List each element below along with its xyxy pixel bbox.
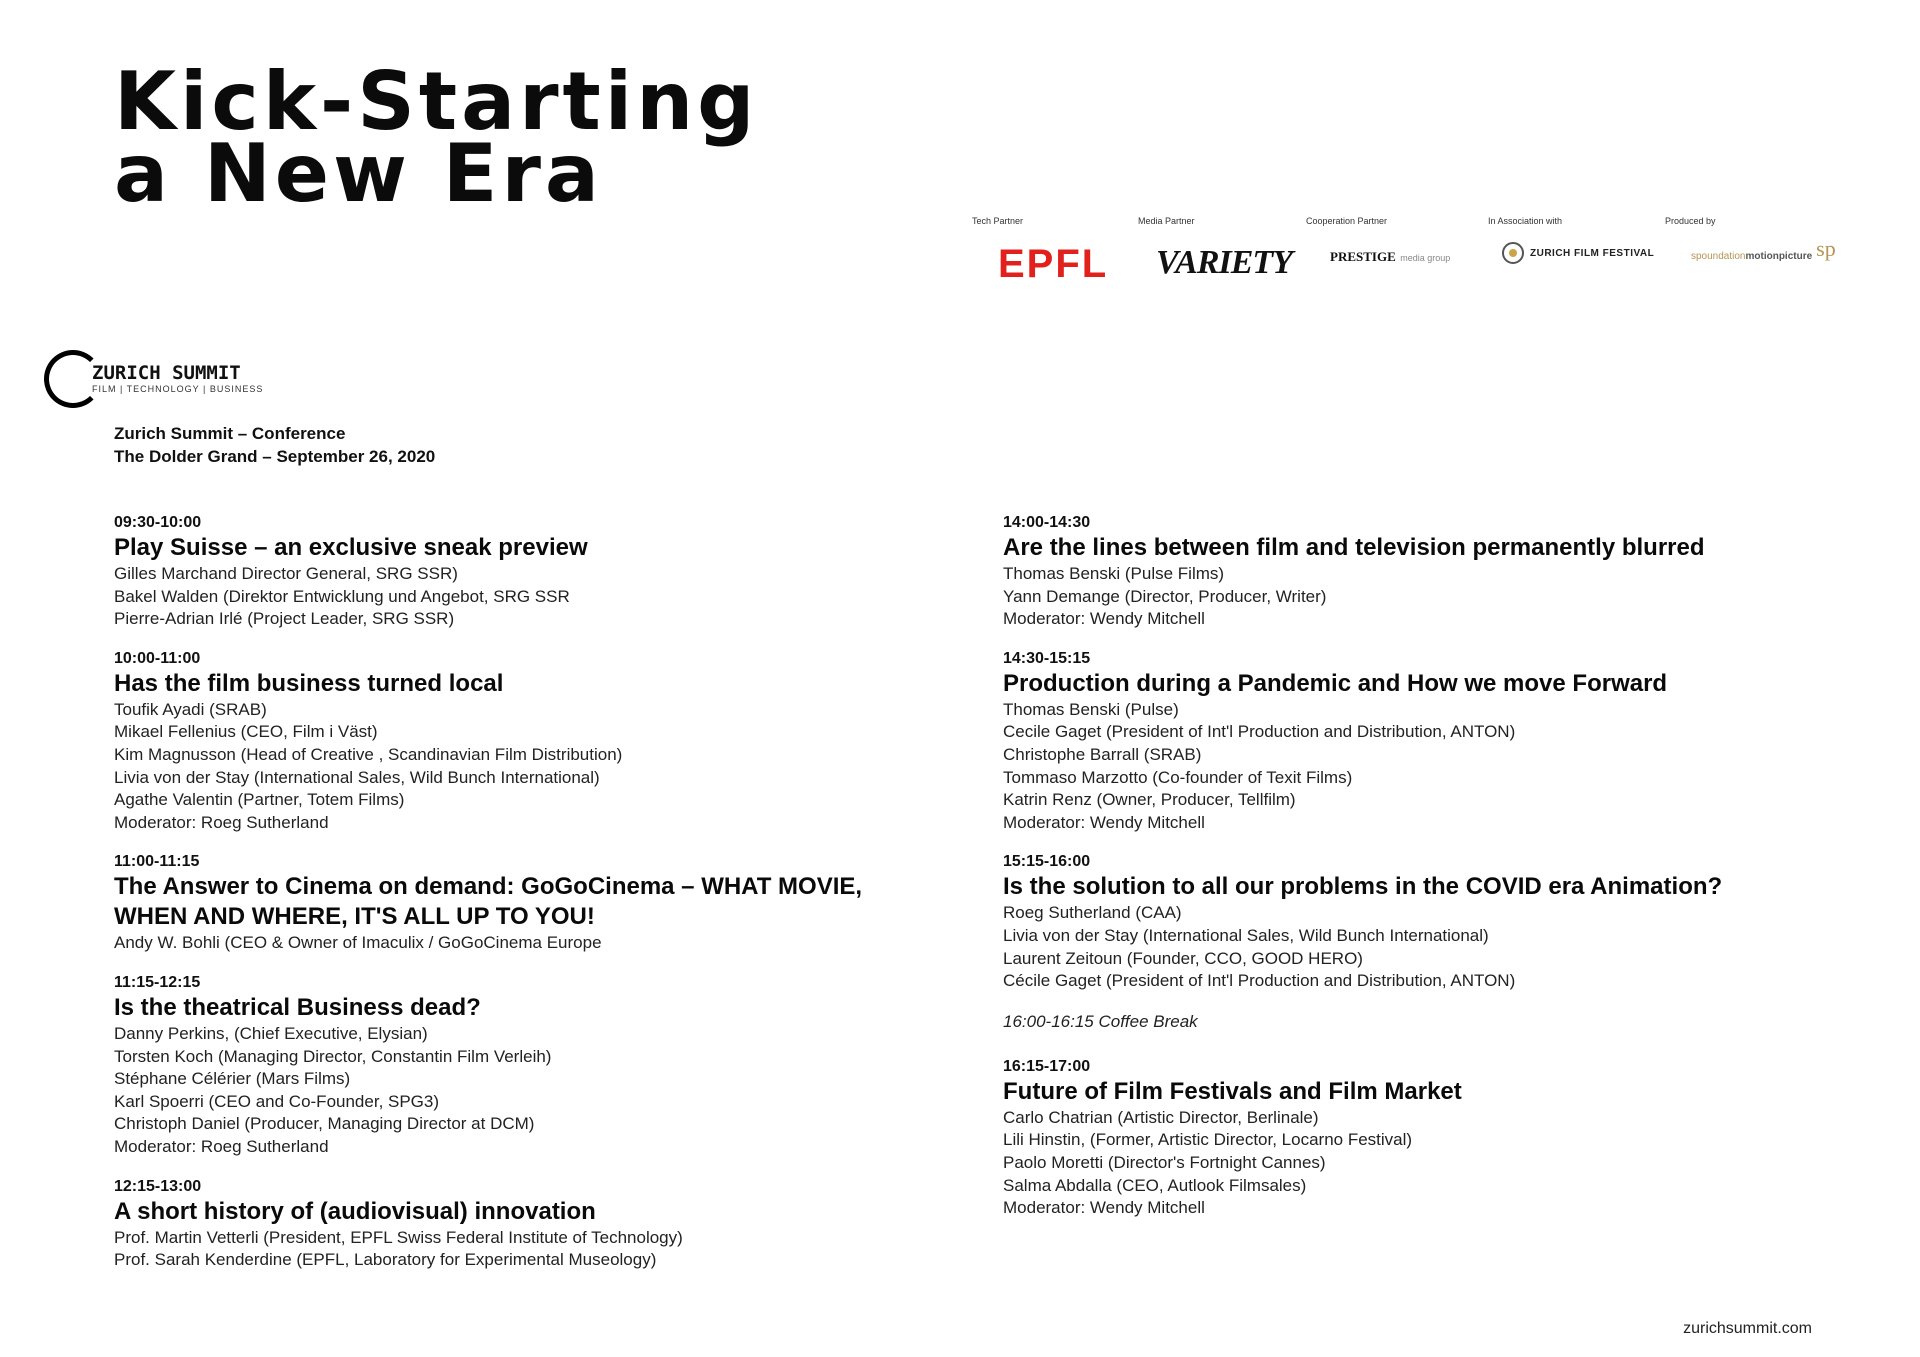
speaker-line: Paolo Moretti (Director's Fortnight Cannes) bbox=[1003, 1152, 1326, 1172]
prestige-logo-name: PRESTIGE bbox=[1330, 249, 1396, 264]
speaker-line: Torsten Koch (Managing Director, Constantin Film Verleih) bbox=[114, 1046, 552, 1066]
partner-label: Produced by bbox=[1665, 216, 1716, 226]
zff-emblem-icon bbox=[1502, 242, 1524, 264]
speaker-line: Carlo Chatrian (Artistic Director, Berlinale) bbox=[1003, 1107, 1319, 1127]
speaker-line: Cecile Gaget (President of Int'l Production and Distribution, ANTON) bbox=[1003, 722, 1516, 742]
session-time: 16:15-17:00 bbox=[1003, 1057, 1091, 1075]
partner-prestige bbox=[1306, 216, 1451, 264]
speaker-line: Laurent Zeitoun (Founder, CCO, GOOD HERO) bbox=[1003, 948, 1363, 968]
epfl-logo: EPFL bbox=[998, 242, 1109, 286]
speaker-line: Livia von der Stay (International Sales, Wild Bunch International) bbox=[114, 767, 600, 787]
speaker-line: Roeg Sutherland (CAA) bbox=[1003, 903, 1182, 923]
session bbox=[114, 513, 904, 631]
speaker-line: Christoph Daniel (Producer, Managing Director at DCM) bbox=[114, 1114, 535, 1134]
speaker-line: Mikael Fellenius (CEO, Film i Väst) bbox=[114, 722, 378, 742]
session-title: The Answer to Cinema on demand: GoGoCinema – WHAT MOVIE, WHEN AND WHERE, IT'S ALL UP TO YOU! bbox=[114, 873, 863, 931]
speaker-line: Moderator: Roeg Sutherland bbox=[114, 812, 329, 832]
speaker-line: Prof. Martin Vetterli (President, EPFL Swiss Federal Institute of Technology) bbox=[114, 1227, 683, 1247]
session-time: 14:00-14:30 bbox=[1003, 514, 1091, 531]
speaker-line: Livia von der Stay (International Sales, Wild Bunch International) bbox=[1003, 925, 1489, 945]
speaker-line: Andy W. Bohli (CEO & Owner of Imaculix / GoGoCinema Europe bbox=[114, 933, 602, 953]
conference-name: Zurich Summit – Conference bbox=[114, 424, 346, 443]
speaker-line: Kim Magnusson (Head of Creative , Scandinavian Film Distribution) bbox=[114, 744, 623, 764]
coffee-break: 16:00-16:15 Coffee Break bbox=[1003, 1011, 1198, 1031]
speaker-line: Bakel Walden (Direktor Entwicklung und Angebot, SRG SSR bbox=[114, 586, 570, 606]
speaker-line: Thomas Benski (Pulse) bbox=[1003, 699, 1179, 719]
page-headline bbox=[114, 55, 759, 220]
session bbox=[114, 1177, 904, 1272]
session-title: Future of Film Festivals and Film Market bbox=[1003, 1077, 1462, 1105]
speaker-line: Stéphane Célérier (Mars Films) bbox=[114, 1069, 351, 1089]
session-time: 15:15-16:00 bbox=[1003, 853, 1091, 871]
speaker-line: Pierre-Adrian Irlé (Project Leader, SRG SSR) bbox=[114, 609, 455, 629]
speaker-line: Gilles Marchand Director General, SRG SSR) bbox=[114, 564, 458, 583]
speaker-line: Toufik Ayadi (SRAB) bbox=[114, 699, 267, 719]
prestige-logo-sub: media group bbox=[1400, 253, 1451, 263]
session bbox=[1003, 852, 1823, 992]
spoundation-logo-text: spoundationmotionpicture bbox=[1691, 251, 1813, 262]
speaker-line: Moderator: Roeg Sutherland bbox=[114, 1136, 329, 1156]
partner-spoundation bbox=[1665, 216, 1836, 262]
session-time: 11:15-12:15 bbox=[114, 973, 201, 991]
partner-zurich-film-festival bbox=[1488, 216, 1655, 259]
session bbox=[1003, 1057, 1823, 1220]
session bbox=[114, 649, 904, 835]
speaker-line: Moderator: Wendy Mitchell bbox=[1003, 1198, 1205, 1218]
conference-info bbox=[114, 422, 435, 468]
speaker-line: Agathe Valentin (Partner, Totem Films) bbox=[114, 790, 405, 810]
speaker-line: Karl Spoerri (CEO and Co-Founder, SPG3) bbox=[114, 1091, 440, 1111]
session-time: 12:15-13:00 bbox=[114, 1177, 202, 1195]
partner-label: In Association with bbox=[1488, 216, 1563, 226]
zff-logo-text: ZURICH FILM FESTIVAL bbox=[1530, 247, 1655, 259]
speaker-line: Danny Perkins, (Chief Executive, Elysian) bbox=[114, 1023, 428, 1043]
sp-mark-icon: sp bbox=[1816, 236, 1836, 261]
session-title: Is the theatrical Business dead? bbox=[114, 993, 481, 1021]
headline-line-2: a New Era bbox=[114, 127, 603, 220]
session-title: A short history of (audiovisual) innovation bbox=[114, 1197, 596, 1225]
zff-logo bbox=[1502, 242, 1654, 264]
session bbox=[114, 973, 904, 1159]
speaker-line: Prof. Sarah Kenderdine (EPFL, Laboratory for Experimental Museology) bbox=[114, 1250, 657, 1270]
spoundation-logo bbox=[1691, 236, 1836, 262]
partner-label: Cooperation Partner bbox=[1306, 216, 1388, 226]
speaker-line: Tommaso Marzotto (Co-founder of Texit Films) bbox=[1003, 767, 1353, 787]
session-title: Is the solution to all our problems in the COVID era Animation? bbox=[1003, 873, 1723, 901]
speaker-line: Salma Abdalla (CEO, Autlook Filmsales) bbox=[1003, 1175, 1307, 1195]
brand-subtitle: FILM | TECHNOLOGY | BUSINESS bbox=[92, 384, 264, 394]
speaker-line: Katrin Renz (Owner, Producer, Tellfilm) bbox=[1003, 790, 1296, 810]
zurich-summit-logo bbox=[44, 350, 263, 408]
speaker-line: Christophe Barrall (SRAB) bbox=[1003, 744, 1202, 764]
partner-label: Media Partner bbox=[1138, 216, 1195, 226]
partner-epfl bbox=[972, 216, 1109, 286]
session bbox=[1003, 649, 1823, 835]
speaker-line: Cécile Gaget (President of Int'l Production and Distribution, ANTON) bbox=[1003, 971, 1516, 991]
partners-strip bbox=[960, 216, 1840, 306]
session bbox=[1003, 513, 1823, 631]
session-title: Play Suisse – an exclusive sneak preview bbox=[114, 534, 588, 561]
session-time: 10:00-11:00 bbox=[114, 649, 201, 667]
schedule-column-left bbox=[114, 513, 904, 1290]
headline-line-1: Kick-Starting bbox=[114, 55, 759, 148]
speaker-line: Yann Demange (Director, Producer, Writer) bbox=[1003, 586, 1327, 606]
session-title: Are the lines between film and television permanently blurred bbox=[1003, 534, 1705, 561]
footer-url[interactable]: zurichsummit.com bbox=[1683, 1320, 1812, 1337]
schedule-column-right bbox=[1003, 513, 1823, 1238]
session-time: 11:00-11:15 bbox=[114, 853, 200, 871]
prestige-logo bbox=[1330, 248, 1450, 266]
partner-variety bbox=[1138, 216, 1292, 281]
speaker-line: Thomas Benski (Pulse Films) bbox=[1003, 564, 1225, 583]
session-title: Production during a Pandemic and How we move Forward bbox=[1003, 669, 1668, 697]
partner-label: Tech Partner bbox=[972, 216, 1024, 226]
session-title: Has the film business turned local bbox=[114, 669, 504, 697]
variety-logo: VARIETY bbox=[1156, 244, 1292, 281]
session-time: 14:30-15:15 bbox=[1003, 649, 1091, 667]
brand-title: ZURICH SUMMIT bbox=[92, 362, 241, 384]
speaker-line: Lili Hinstin, (Former, Artistic Director, Locarno Festival) bbox=[1003, 1130, 1413, 1150]
conference-venue-date: The Dolder Grand – September 26, 2020 bbox=[114, 447, 436, 466]
speaker-line: Moderator: Wendy Mitchell bbox=[1003, 609, 1205, 629]
speaker-line: Moderator: Wendy Mitchell bbox=[1003, 812, 1205, 832]
session-time: 09:30-10:00 bbox=[114, 514, 202, 531]
session bbox=[114, 852, 904, 955]
